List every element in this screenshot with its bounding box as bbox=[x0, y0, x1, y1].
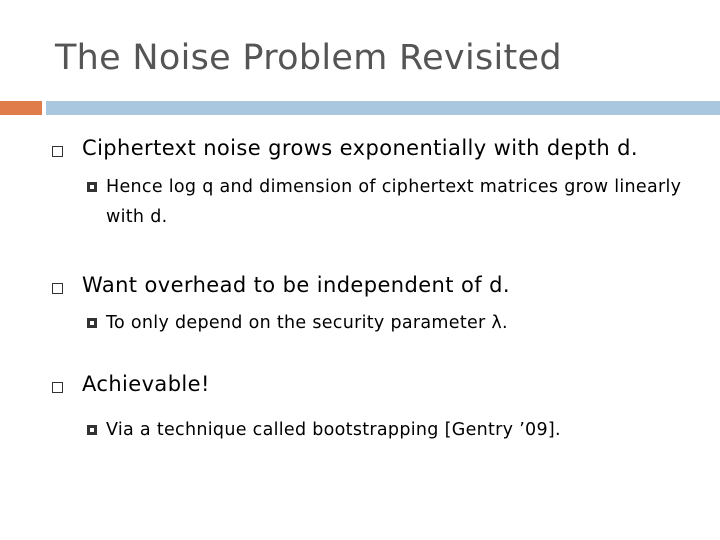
title-accent-bar-orange bbox=[0, 101, 42, 115]
filled-square-bullet-icon bbox=[87, 318, 97, 328]
slide-title: The Noise Problem Revisited bbox=[55, 38, 562, 78]
filled-square-bullet-icon bbox=[87, 425, 97, 435]
sub-bullet-text: Hence log q and dimension of ciphertext matrices grow linearly with d. bbox=[106, 177, 682, 227]
hollow-square-bullet-icon bbox=[52, 146, 63, 157]
bullet-text: Ciphertext noise grows exponentially with depth d. bbox=[82, 136, 638, 160]
bullet-text: Achievable! bbox=[82, 372, 210, 396]
sub-bullet-text: Via a technique called bootstrapping [Gentry ’09]. bbox=[106, 420, 561, 440]
sub-bullet-text: To only depend on the security parameter λ. bbox=[106, 313, 508, 333]
hollow-square-bullet-icon bbox=[52, 382, 63, 393]
bullet-text: Want overhead to be independent of d. bbox=[82, 273, 510, 297]
filled-square-bullet-icon bbox=[87, 182, 97, 192]
hollow-square-bullet-icon bbox=[52, 283, 63, 294]
title-accent-bar-blue bbox=[46, 101, 720, 115]
